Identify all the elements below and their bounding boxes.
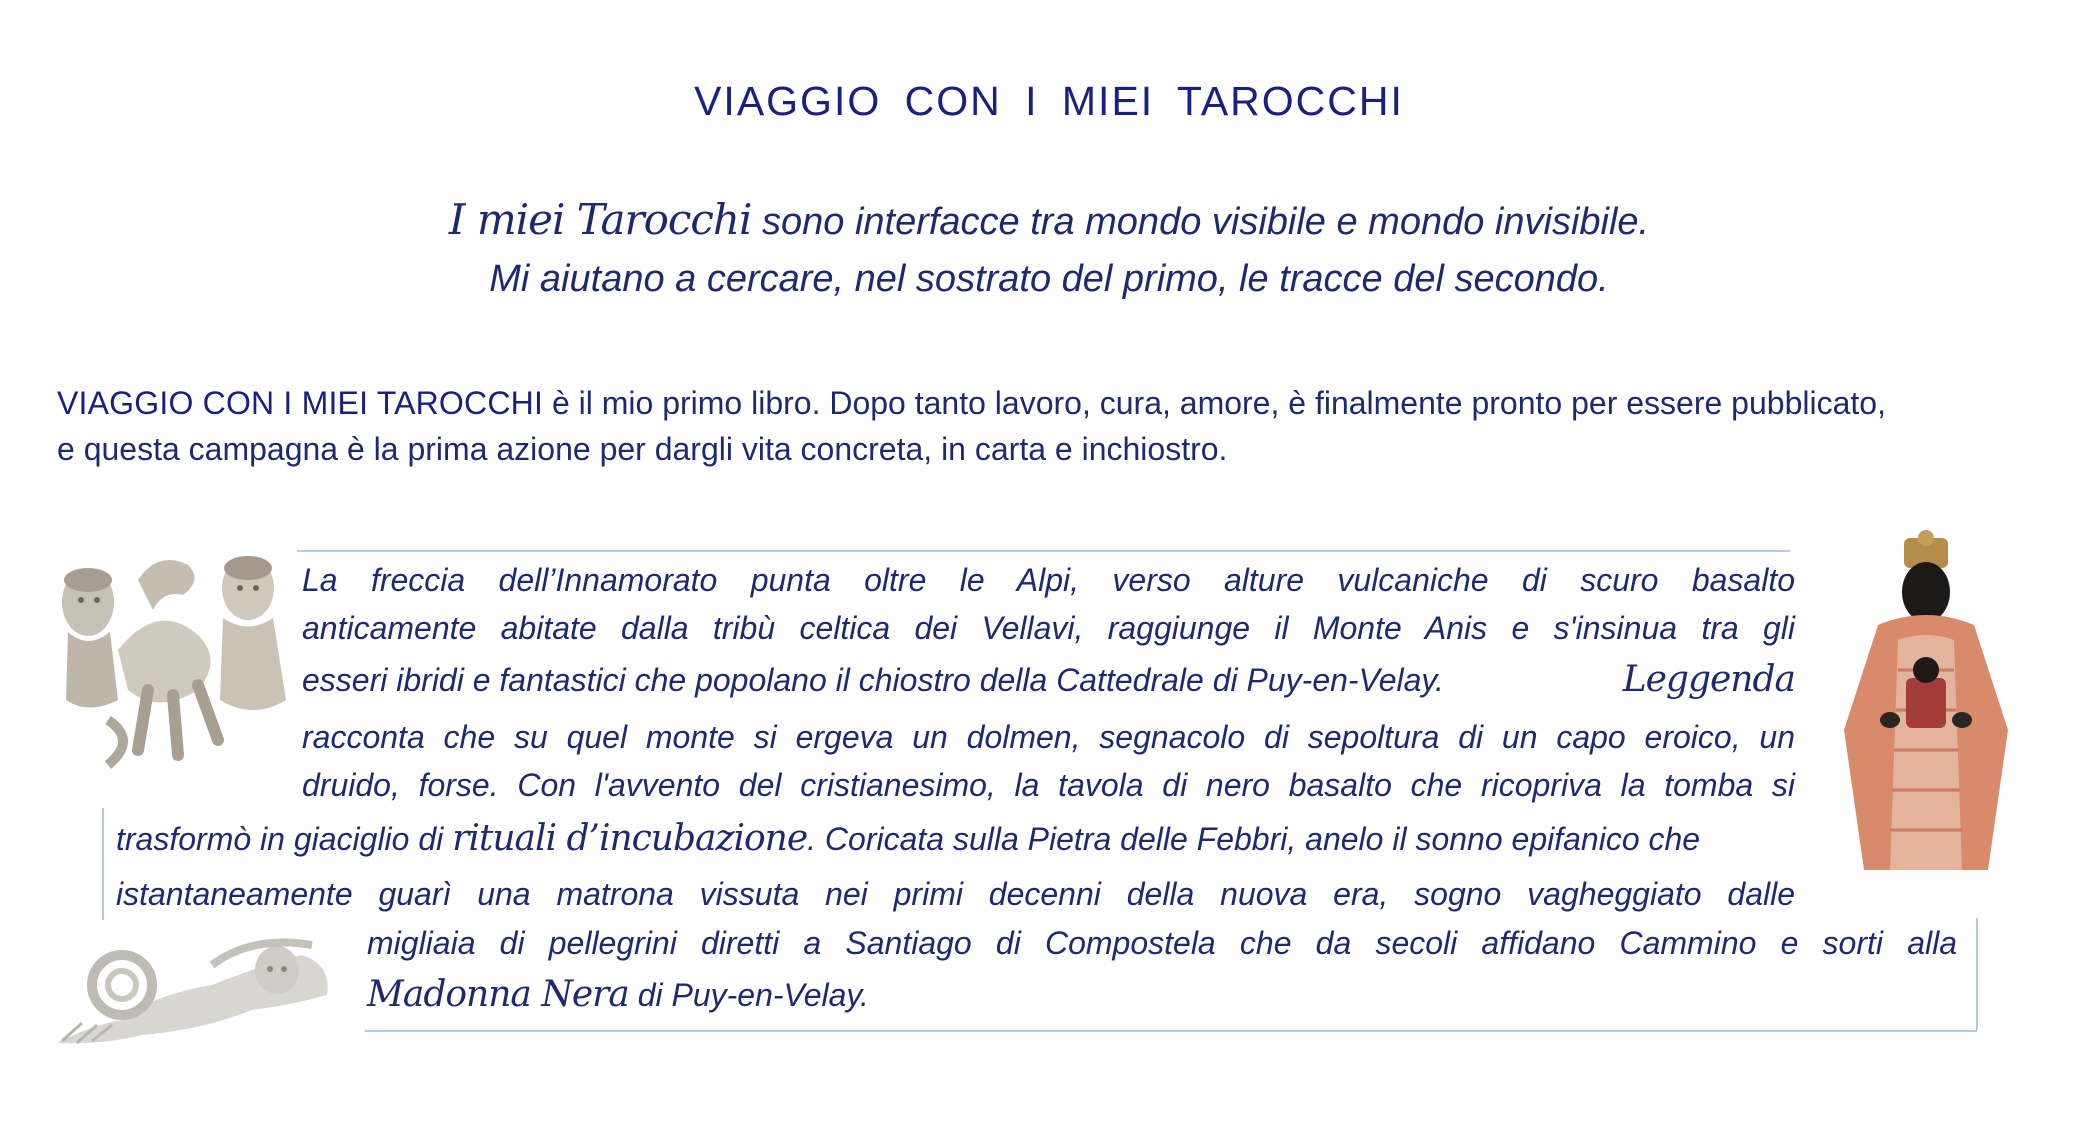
body-line-4: racconta che su quel monte si ergeva un dolmen, segnacolo di sepoltura di un capo eroico, un — [302, 719, 1795, 755]
frame-right-rule — [1976, 918, 1978, 1030]
body-line-6 — [116, 814, 1795, 864]
body-script-madonna: Madonna Nera — [367, 974, 629, 1015]
body-line-6b: . Coricata sulla Pietra delle Febbri, anelo il sonno epifanico che — [807, 821, 1701, 857]
quote-script-title: I miei Tarocchi — [448, 195, 752, 244]
body-line-9 — [367, 970, 1957, 1020]
intro-line-1: è il mio primo libro. Dopo tanto lavoro, cura, amore, è finalmente pronto per essere pubblicato, — [543, 385, 1886, 421]
body-line-9-text: di Puy-en-Velay. — [628, 977, 869, 1013]
body-script-rituali: rituali d’incubazione — [452, 818, 808, 859]
body-script-leggenda: Leggenda — [1622, 659, 1795, 700]
body-line-8: migliaia di pellegrini diretti a Santiago di Compostela che da secoli affidano Cammino e sorti alla — [367, 925, 1957, 961]
intro-paragraph — [57, 380, 2052, 472]
stone-figures-sculpture-image — [48, 540, 288, 772]
page-title: VIAGGIO CON I MIEI TAROCCHI — [694, 78, 1404, 124]
frame-left-rule — [102, 808, 104, 920]
intro-line-2: e questa campagna è la prima azione per dargli vita concreta, in carta e inchiostro. — [57, 431, 1228, 467]
quote-line-1-text: sono interfacce tra mondo visibile e mondo invisibile. — [751, 201, 1650, 243]
frame-bottom-rule — [365, 1030, 1977, 1032]
body-line-5: druido, forse. Con l'avvento del cristianesimo, la tavola di nero basalto che ricopriva la tomba si — [302, 767, 1795, 803]
body-line-1: La freccia dell’Innamorato punta oltre le Alpi, verso alture vulcaniche di scuro basalto — [302, 562, 1795, 598]
mermaid-sculpture-image — [52, 925, 337, 1050]
body-line-2: anticamente abitate dalla tribù celtica dei Vellavi, raggiunge il Monte Anis e s'insinua tra gli — [302, 610, 1795, 646]
body-line-6a: trasformò in giaciglio di — [116, 821, 444, 857]
body-line-3-text: esseri ibridi e fantastici che popolano il chiostro della Cattedrale di Puy-en-Velay. — [302, 662, 1444, 698]
body-line-7: istantaneamente guarì una matrona vissuta nei primi decenni della nuova era, sogno vagheggiato dalle — [116, 876, 1795, 912]
quote-line-1 — [0, 195, 2098, 244]
body-line-3 — [302, 655, 1795, 705]
quote-line-2: Mi aiutano a cercare, nel sostrato del primo, le tracce del secondo. — [489, 258, 1609, 300]
frame-top-rule — [297, 550, 1790, 552]
black-madonna-statue-image — [1838, 530, 2014, 875]
intro-book-title: VIAGGIO CON I MIEI TAROCCHI — [57, 385, 544, 421]
